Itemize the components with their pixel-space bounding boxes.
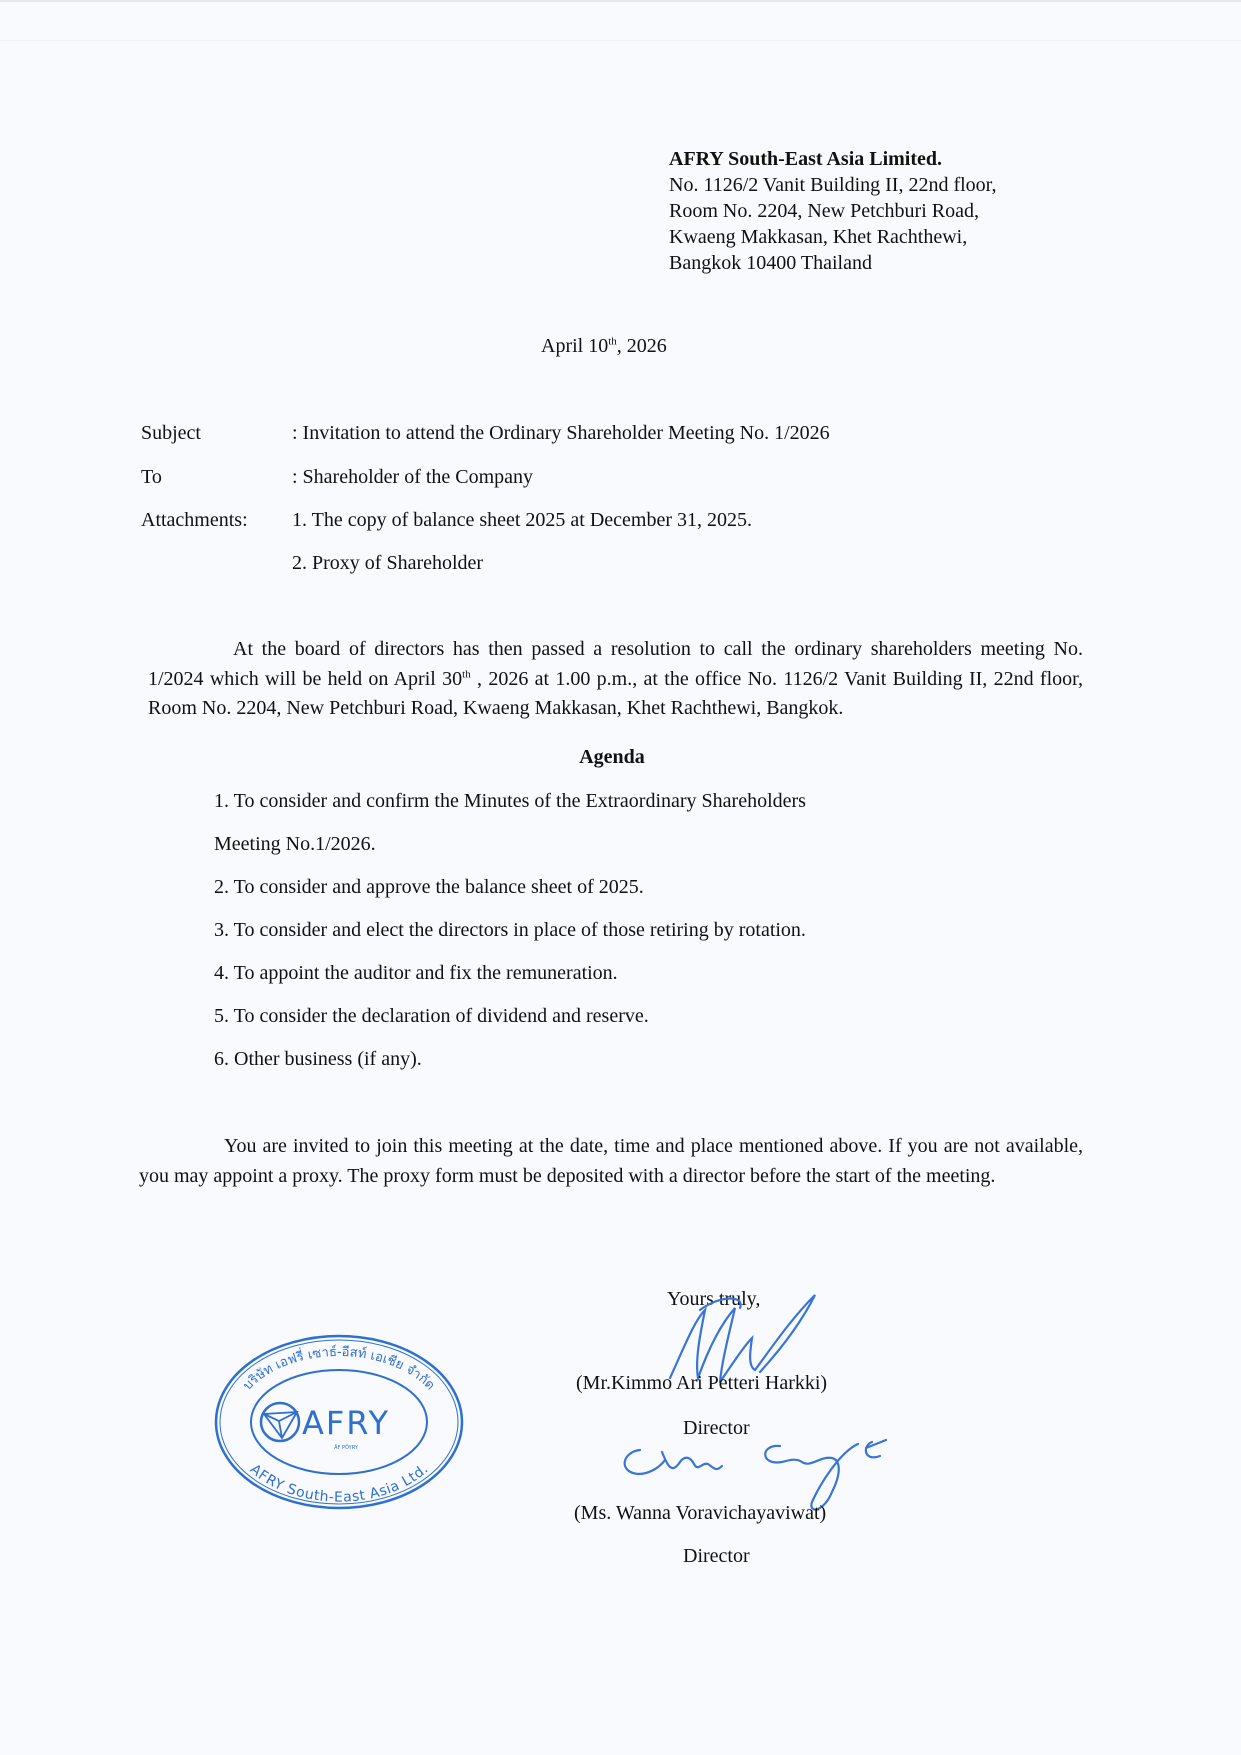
agenda-item: 6. Other business (if any). — [214, 1048, 422, 1070]
closing-text: You are invited to join this meeting at the date, time and place mentioned above. If you are not available, you may appoint a proxy. The proxy form must be deposited with a director before the start of the meeting. — [139, 1135, 1083, 1187]
agenda-item: Meeting No.1/2026. — [214, 833, 376, 855]
date-ordinal: th — [608, 335, 617, 348]
company-name: AFRY South-East Asia Limited. — [669, 148, 943, 170]
signatory-name-1: (Mr.Kimmo Ari Petteri Harkki) — [576, 1372, 828, 1394]
agenda-title: Agenda — [579, 746, 645, 768]
stamp-logo-subtext: ÅF PÖYRY — [334, 1445, 358, 1451]
address-line: Bangkok 10400 Thailand — [669, 252, 872, 274]
stamp-thai-text: บริษัท เอฟรี่ เซาธ์-อีสท์ เอเชีย จำกัด — [240, 1344, 438, 1394]
address-line: Room No. 2204, New Petchburi Road, — [669, 200, 979, 222]
date-main: April 10 — [541, 335, 609, 357]
signatory-title-2: Director — [683, 1545, 750, 1567]
stamp-english-text: AFRY South-East Asia Ltd. — [246, 1461, 432, 1506]
company-stamp — [212, 1330, 466, 1514]
signatory-title-1: Director — [683, 1417, 750, 1439]
agenda-item: 1. To consider and confirm the Minutes of the Extraordinary Shareholders — [214, 790, 806, 812]
page-top-edge — [0, 0, 1241, 2]
to-row — [141, 464, 533, 490]
to-value: : Shareholder of the Company — [292, 466, 534, 488]
closing-salutation: Yours truly, — [667, 1288, 761, 1310]
intro-text-1: At the board of directors has then passed a resolution to call the ordinary shareholders meeting No. 1/2024 which will be held on April 30 — [148, 638, 1083, 690]
attachments-row-2 — [141, 550, 483, 576]
address-line: Kwaeng Makkasan, Khet Rachthewi, — [669, 226, 968, 248]
attachment-item: 2. Proxy of Shareholder — [292, 552, 484, 574]
subject-row — [141, 420, 830, 446]
intro-paragraph — [148, 635, 1083, 724]
date-year: , 2026 — [616, 335, 667, 357]
scan-line — [0, 40, 1241, 41]
intro-text-2: , 2026 at 1.00 p.m., at the office No. 1126/2 Vanit Building II, 22nd floor, Room No. 2204, New Petchburi Road, Kwaeng Makkasan, Khet Rachthewi, Bangkok. — [148, 667, 1083, 719]
afry-logo-icon — [261, 1403, 299, 1441]
stamp-logo-text: AFRY — [301, 1404, 391, 1442]
closing-paragraph — [139, 1132, 1083, 1191]
agenda-item: 5. To consider the declaration of dividend and reserve. — [214, 1005, 649, 1027]
attachments-label: Attachments: — [141, 509, 248, 531]
letterhead — [669, 146, 997, 276]
address-line: No. 1126/2 Vanit Building II, 22nd floor, — [669, 174, 997, 196]
letter-date — [541, 333, 667, 359]
agenda-item: 2. To consider and approve the balance sheet of 2025. — [214, 876, 644, 898]
subject-label: Subject — [141, 422, 201, 444]
attachment-item: 1. The copy of balance sheet 2025 at December 31, 2025. — [292, 509, 753, 531]
subject-value: : Invitation to attend the Ordinary Shareholder Meeting No. 1/2026 — [292, 422, 830, 444]
agenda-item: 3. To consider and elect the directors in place of those retiring by rotation. — [214, 919, 806, 941]
to-label: To — [141, 466, 162, 488]
signatory-name-2: (Ms. Wanna Voravichayaviwat) — [574, 1502, 827, 1524]
attachments-row — [141, 507, 752, 533]
agenda-item: 4. To appoint the auditor and fix the remuneration. — [214, 962, 618, 984]
intro-ordinal: th — [462, 667, 471, 680]
